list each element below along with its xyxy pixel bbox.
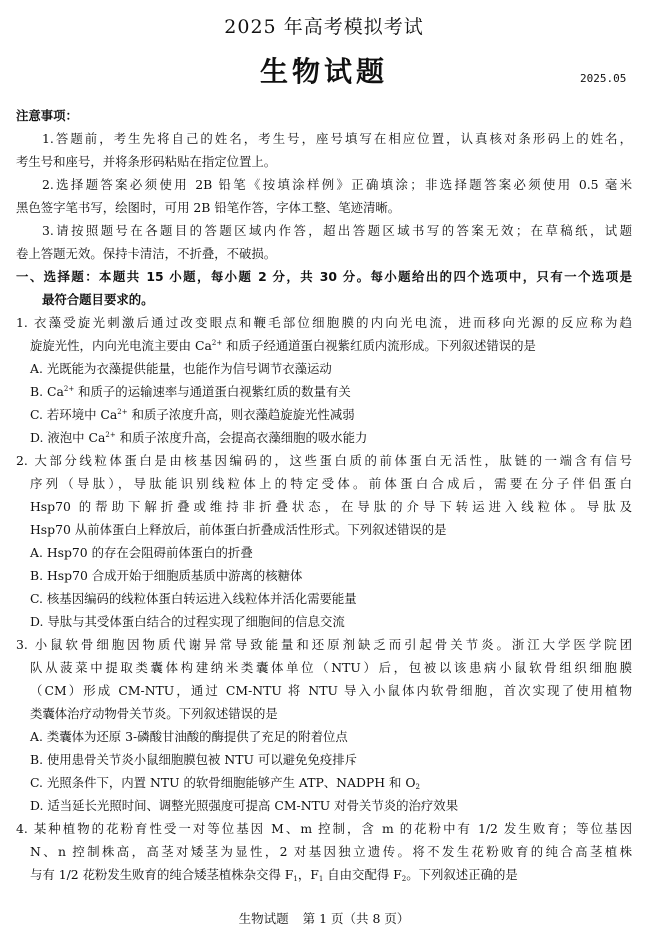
subject-title: 生物试题 <box>259 55 388 88</box>
question-2-option-d: D. 导肽与其受体蛋白结合的过程实现了细胞间的信息交流 <box>30 614 345 629</box>
question-2-stem-line-2: 序列（导肽），导肽能识别线粒体上的特定受体。前体蛋白合成后，需要在分子伴侣蛋白 <box>30 476 632 491</box>
exam-title: 2025 年高考模拟考试 <box>224 16 424 38</box>
question-2-option-a: A. Hsp70 的存在会阻碍前体蛋白的折叠 <box>30 545 253 560</box>
section-1-instruction: 一、选择题：本题共 15 小题，每小题 2 分，共 30 分。每小题给出的四个选项中，只有一个选项是 <box>16 269 632 284</box>
question-1-option-a: A. 光既能为衣藻提供能量，也能作为信号调节衣藻运动 <box>30 361 332 376</box>
question-2-stem-line-4: Hsp70 从前体蛋白上释放后，前体蛋白折叠成活性形式。下列叙述错误的是 <box>30 522 447 537</box>
question-3-option-a: A. 类囊体为还原 3-磷酸甘油酸的酶提供了充足的附着位点 <box>30 729 348 744</box>
question-1-option-b: B. $Ca^{2+}$ 和质子的运输速率与通道蛋白视紫红质的数量有关 <box>30 384 351 399</box>
notes-heading: 注意事项： <box>16 108 78 123</box>
question-3-option-c: C. 光照条件下，内置 NTU 的软骨细胞能够产生 ATP、NADPH 和 $O_2$ <box>30 775 420 791</box>
note-1-line-2: 考生号和座号，并将条形码粘贴在指定位置上。 <box>16 154 277 169</box>
page-footer <box>0 909 648 927</box>
note-2-line-1: 2.选择题答案必须使用 2B 铅笔《按填涂样例》正确填涂；非选择题答案必须使用 0.5 毫米 <box>42 177 632 192</box>
question-4-stem-line-1: 4. 某种植物的花粉育性受一对等位基因 M、m 控制，含 m 的花粉中有 1/2 发生败育；等位基因 <box>16 821 632 836</box>
question-2-option-c: C. 核基因编码的线粒体蛋白转运进入线粒体并活化需要能量 <box>30 591 357 606</box>
note-1-line-1: 1.答题前，考生先将自己的姓名，考生号，座号填写在相应位置，认真核对条形码上的姓名， <box>42 131 632 146</box>
footer-page-number: 第 1 页（共 8 页） <box>302 911 410 926</box>
question-4-stem-line-2: N、n 控制株高，高茎对矮茎为显性，2 对基因独立遗传。将不发生花粉败育的纯合高茎植株 <box>30 844 632 859</box>
section-1-instruction-cont: 最符合题目要求的。 <box>42 292 154 307</box>
question-2-stem-line-1: 2. 大部分线粒体蛋白是由核基因编码的，这些蛋白质的前体蛋白无活性，肽链的一端含有信号 <box>16 453 632 468</box>
exam-body <box>16 104 632 886</box>
question-3-stem-line-3: （CM）形成 CM-NTU，通过 CM-NTU 将 NTU 导入小鼠体内软骨细胞，首次实现了使用植物 <box>30 683 632 698</box>
question-3-stem-line-1: 3. 小鼠软骨细胞因物质代谢异常导致能量和还原剂缺乏而引起骨关节炎。浙江大学医学院团 <box>16 637 632 652</box>
note-3-line-1: 3.请按照题号在各题目的答题区域内作答，超出答题区域书写的答案无效；在草稿纸，试题 <box>42 223 632 238</box>
question-1-stem-line-2: 旋旋光性，内向光电流主要由 $Ca^{2+}$ 和质子经通道蛋白视紫红质内流形成。下列叙述错误的是 <box>30 338 536 353</box>
footer-subject: 生物试题 <box>238 911 289 926</box>
note-2-line-2: 黑色签字笔书写，绘图时，可用 2B 铅笔作答，字体工整、笔迹清晰。 <box>16 200 401 215</box>
note-3-line-2: 卷上答题无效。保持卡清洁，不折叠，不破损。 <box>16 246 277 261</box>
question-3-stem-line-4: 类囊体治疗动物骨关节炎。下列叙述错误的是 <box>30 706 278 721</box>
question-1-option-d: D. 液泡中 $Ca^{2+}$ 和质子浓度升高，会提高衣藻细胞的吸水能力 <box>30 430 368 445</box>
question-1-option-c: C. 若环境中 $Ca^{2+}$ 和质子浓度升高，则衣藻趋旋旋光性减弱 <box>30 407 355 422</box>
question-1-stem-line-1: 1. 衣藻受旋光刺激后通过改变眼点和鞭毛部位细胞膜的内向光电流，进而移向光源的反应称为趋 <box>16 315 632 330</box>
question-3-stem-line-2: 队从菠菜中提取类囊体构建纳米类囊体单位（NTU）后，包被以该患病小鼠软骨组织细胞膜 <box>30 660 632 675</box>
question-4-stem-line-3: 与有 1/2 花粉发生败育的纯合矮茎植株杂交得 $F_1$，$F_1$ 自由交配得 $F_2$。下列叙述正确的是 <box>30 867 518 883</box>
exam-date: 2025.05 <box>580 72 627 85</box>
question-3-option-b: B. 使用患骨关节炎小鼠细胞膜包被 NTU 可以避免免疫排斥 <box>30 752 358 767</box>
question-3-option-d: D. 适当延长光照时间、调整光照强度可提高 CM-NTU 对骨关节炎的治疗效果 <box>30 798 459 813</box>
question-2-option-b: B. Hsp70 合成开始于细胞质基质中游离的核糖体 <box>30 568 303 583</box>
question-2-stem-line-3: Hsp70 的帮助下解折叠或维持非折叠状态，在导肽的介导下转运进入线粒体。导肽及 <box>30 499 632 514</box>
